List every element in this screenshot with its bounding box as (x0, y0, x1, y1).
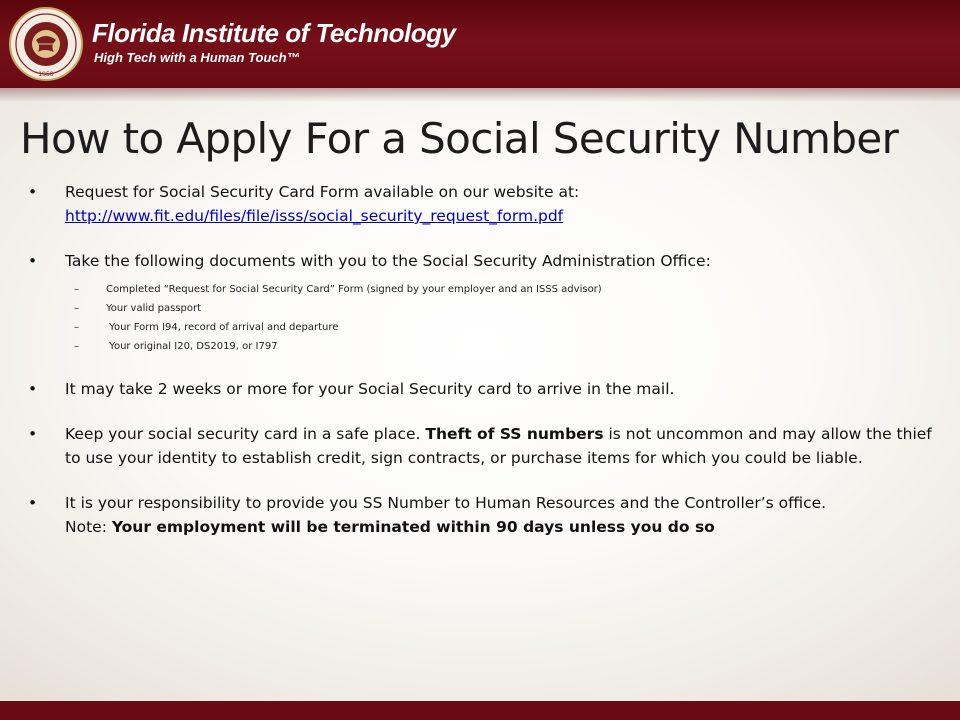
bullet-text: Take the following documents with you to the Social Security Administration Office: (65, 252, 711, 270)
university-seal-icon (8, 6, 84, 82)
institution-tagline: High Tech with a Human Touch™ (94, 50, 300, 65)
bullet-text: Keep your social security card in a safe place. (65, 425, 426, 443)
dash-icon: – (74, 303, 79, 314)
sub-item-text: Your valid passport (106, 303, 202, 314)
note-warning: Your employment will be terminated within 90 days unless you do so (111, 518, 715, 536)
institution-name: Florida Institute of Technology (92, 18, 456, 48)
header-banner (0, 0, 960, 88)
bullet-wait-time (28, 377, 934, 401)
dash-icon: – (74, 341, 79, 352)
bullet-responsibility (28, 491, 934, 539)
note-label: Note: (65, 518, 112, 536)
sub-item-text: Completed “Request for Social Security Card” Form (signed by your employer and an ISSS advisor) (106, 284, 602, 295)
bullet-keep-safe (28, 422, 934, 470)
sub-item-i20 (28, 337, 934, 356)
bullet-documents (28, 249, 934, 273)
bullet-dot-icon: • (28, 425, 38, 443)
slide-content (28, 180, 934, 539)
dash-icon: – (74, 322, 79, 333)
bullet-text: is not uncommon and may allow the thief to use your identity to establish credit, sign contracts, or purchase items for which you could be liable. (65, 425, 932, 467)
bullet-dot-icon: • (28, 183, 38, 201)
form-pdf-link[interactable]: http://www.fit.edu/files/file/isss/social_security_request_form.pdf (65, 207, 564, 225)
bullet-text: It may take 2 weeks or more for your Social Security card to arrive in the mail. (65, 380, 675, 398)
bullet-request-form (28, 180, 934, 228)
bullet-text: Request for Social Security Card Form available on our website at: (65, 183, 580, 201)
bullet-text: It is your responsibility to provide you SS Number to Human Resources and the Controller’s office. (65, 494, 827, 512)
dash-icon: – (74, 284, 79, 295)
sub-item-passport (28, 299, 934, 318)
footer-bar (0, 701, 960, 720)
sub-item-text: Your Form I94, record of arrival and departure (106, 322, 339, 333)
bullet-dot-icon: • (28, 380, 38, 398)
header-shadow (0, 88, 960, 102)
seal-year: 1958 (38, 71, 54, 78)
bullet-dot-icon: • (28, 494, 38, 512)
bullet-bold-text: Theft of SS numbers (425, 425, 604, 443)
sub-item-request-form (28, 280, 934, 299)
bullet-dot-icon: • (28, 252, 38, 270)
slide-title: How to Apply For a Social Security Number (20, 114, 899, 163)
sub-item-text: Your original I20, DS2019, or I797 (106, 341, 278, 352)
sub-item-i94 (28, 318, 934, 337)
